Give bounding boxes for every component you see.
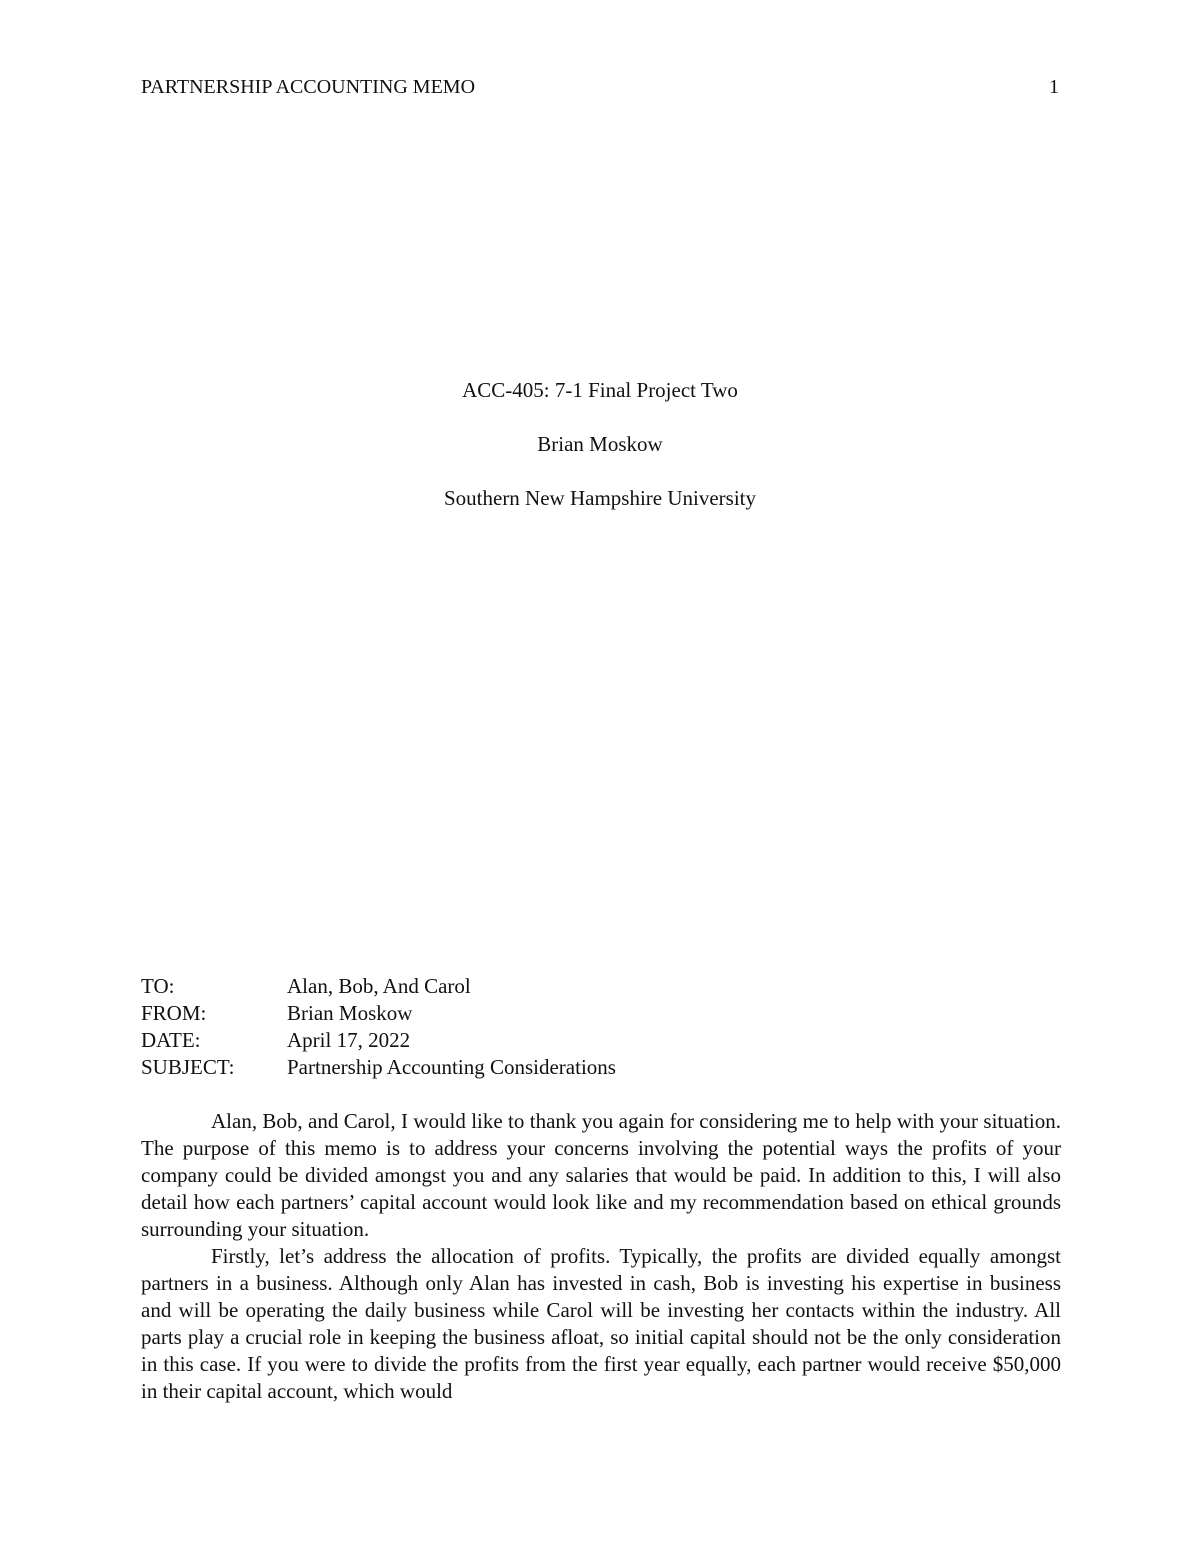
memo-row-to bbox=[141, 973, 616, 1000]
body-paragraph: Firstly, let’s address the allocation of profits. Typically, the profits are divided equally amongst partners in a business. Although only Alan has invested in cash, Bob is investing his expertise in business and will be operating the daily business while Carol will be investing her contacts within the industry. All parts play a crucial role in keeping the business afloat, so initial capital should not be the only consideration in this case. If you were to divide the profits from the first year equally, each partner would receive $50,000 in their capital account, which would bbox=[141, 1244, 1061, 1403]
running-head-title: PARTNERSHIP ACCOUNTING MEMO bbox=[141, 76, 476, 98]
memo-row-date bbox=[141, 1027, 616, 1054]
memo-header bbox=[141, 973, 616, 1081]
body-paragraph: Alan, Bob, and Carol, I would like to thank you again for considering me to help with your situation. The purpose of this memo is to address your concerns involving the potential ways the profits of your company could be divided amongst you and any salaries that would be paid. In addition to this, I will also detail how each partners’ capital account would look like and my recommendation based on ethical grounds surrounding your situation. bbox=[141, 1109, 1061, 1241]
memo-value: Brian Moskow bbox=[287, 1001, 413, 1025]
memo-value: April 17, 2022 bbox=[287, 1028, 411, 1052]
course-title: ACC-405: 7-1 Final Project Two bbox=[462, 378, 738, 402]
memo-label: TO: bbox=[141, 974, 175, 998]
memo-row-from bbox=[141, 1000, 616, 1027]
running-head bbox=[141, 74, 1059, 100]
memo-row-subject bbox=[141, 1054, 616, 1081]
page-number: 1 bbox=[1049, 76, 1059, 98]
title-block bbox=[141, 377, 1059, 539]
memo-label: DATE: bbox=[141, 1028, 201, 1052]
memo-body bbox=[141, 1108, 1061, 1405]
memo-label: FROM: bbox=[141, 1001, 207, 1025]
memo-value: Partnership Accounting Considerations bbox=[287, 1055, 616, 1079]
memo-value: Alan, Bob, And Carol bbox=[287, 974, 471, 998]
institution-name: Southern New Hampshire University bbox=[443, 486, 757, 510]
memo-label: SUBJECT: bbox=[141, 1055, 235, 1079]
author-name: Brian Moskow bbox=[537, 432, 663, 456]
